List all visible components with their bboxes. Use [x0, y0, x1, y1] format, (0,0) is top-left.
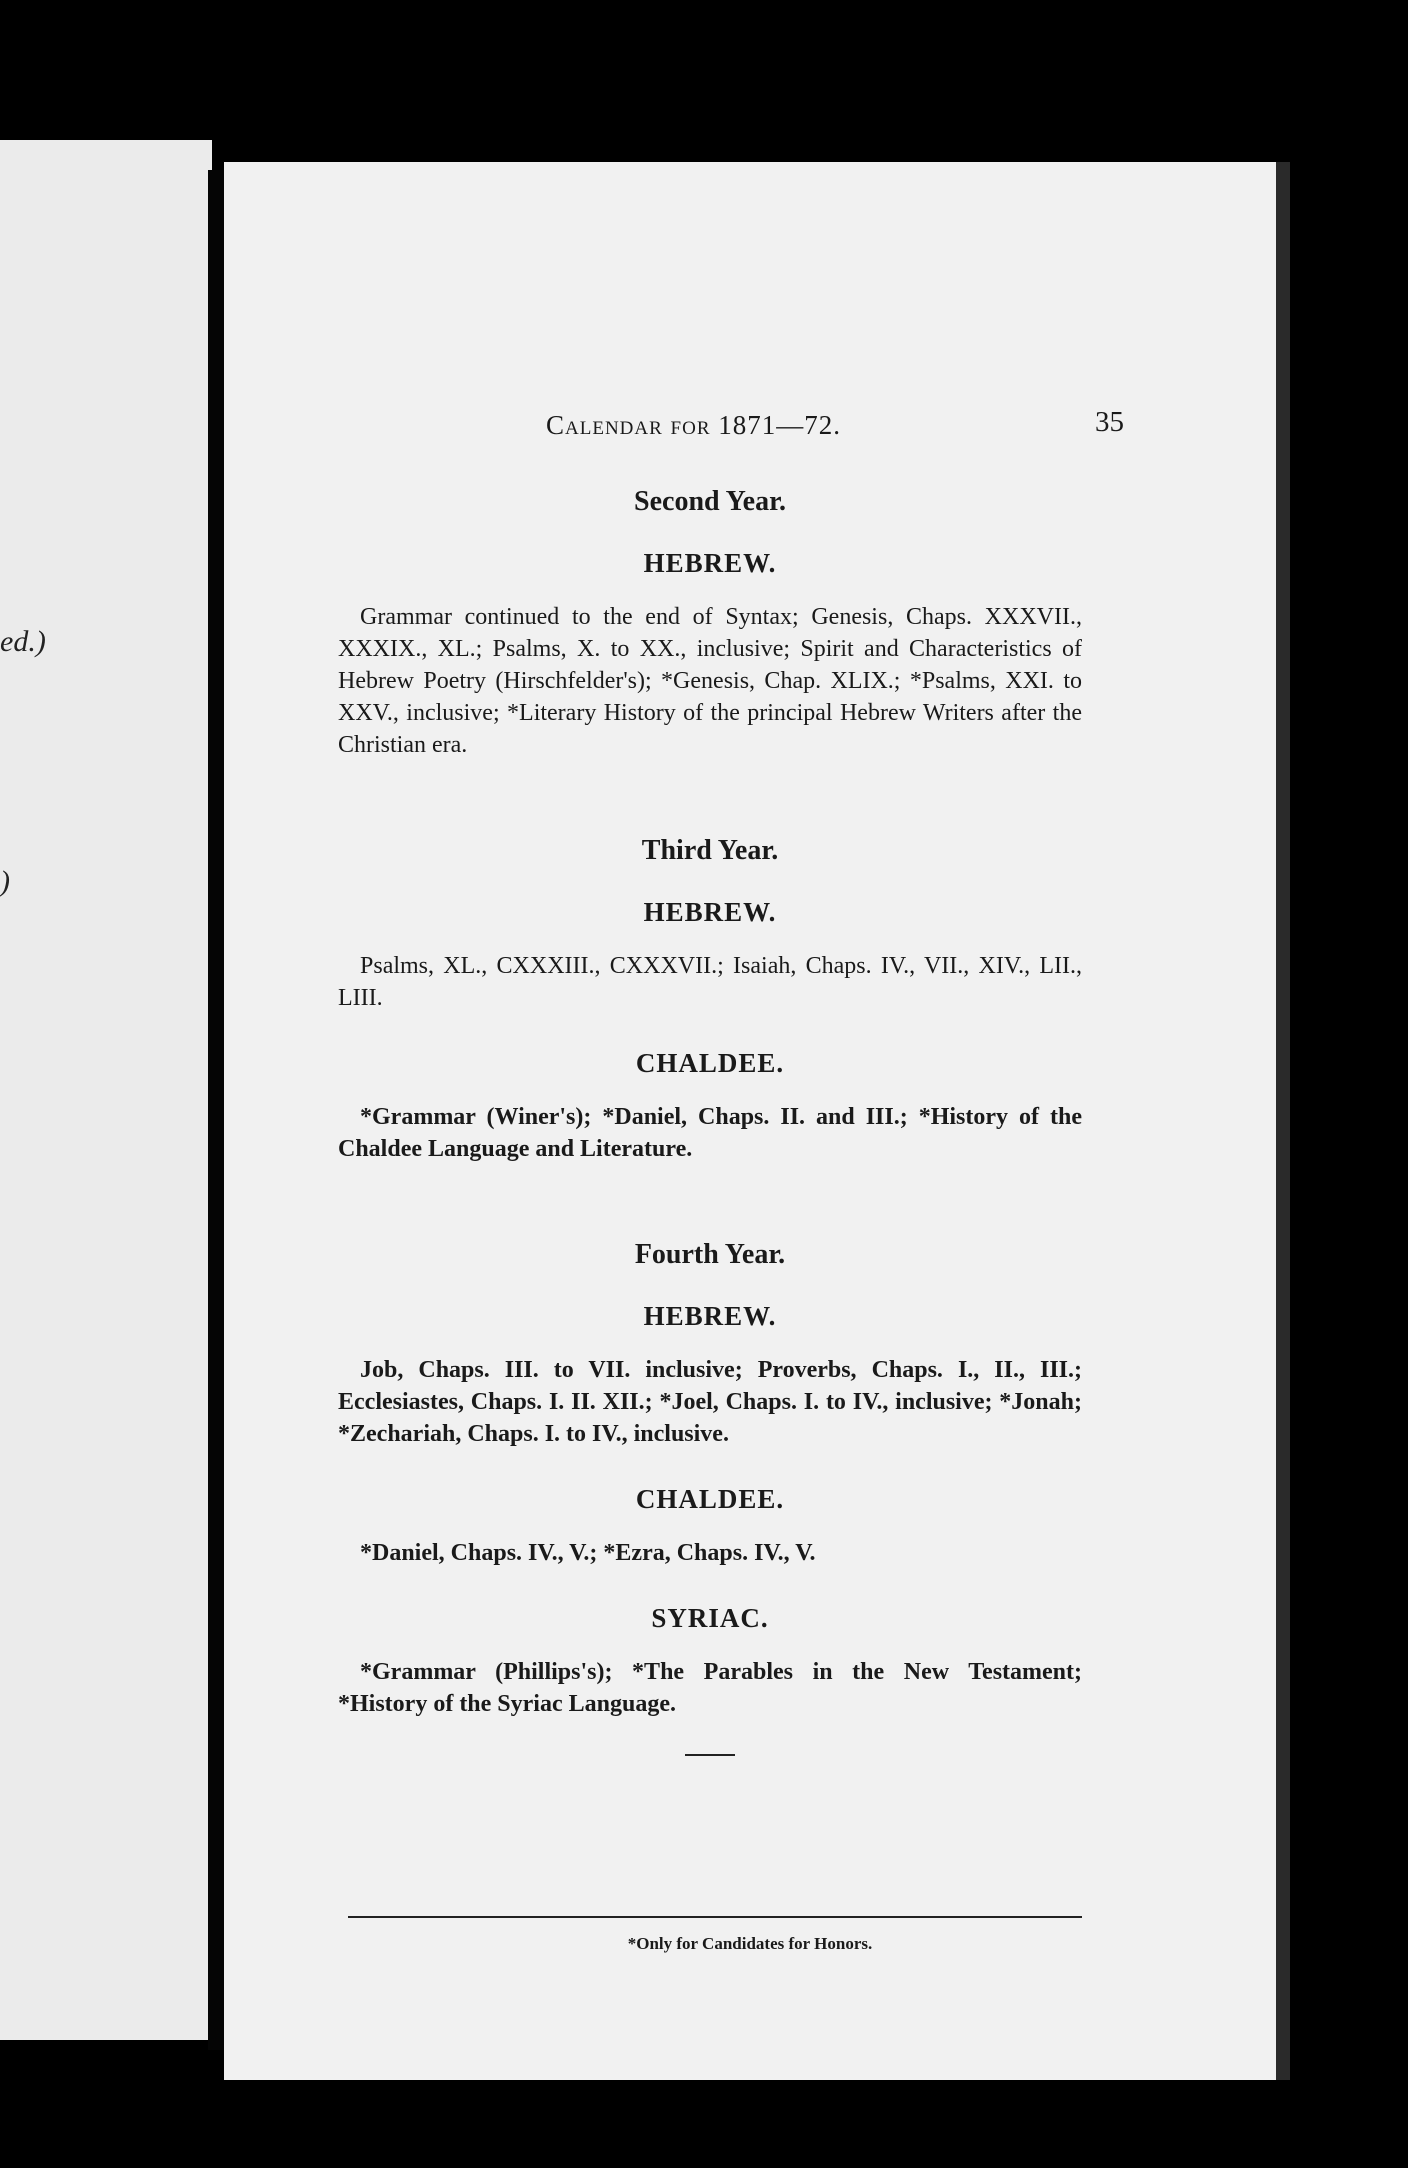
subject-heading: HEBREW. [643, 548, 777, 578]
running-title: Calendar for 1871—72. [546, 410, 841, 440]
page-number: 35 [1095, 406, 1124, 438]
page-header [224, 406, 1276, 450]
subject-text: Grammar continued to the end of Syntax; Genesis, Chaps. XXXVII., XXXIX., XL.; Psalms, X. to XX., inclusive; Spirit and Characteristics of Hebrew Poetry (Hirschfelder's); *Genesis, Chap. XLIX.; *Psalms, XXI. to XXV., inclusive; *Literary History of the principal Hebrew Writers after the Christian era. [338, 604, 1082, 758]
section-divider [685, 1754, 735, 1756]
facing-page-fragment: ed.) [0, 625, 46, 658]
year-heading: Third Year. [641, 835, 779, 866]
page-edge [1276, 162, 1290, 2080]
facing-page-fragment: ) [0, 865, 10, 898]
subject-heading: CHALDEE. [635, 1484, 785, 1514]
facing-page [0, 140, 212, 2040]
subject-text: *Grammar (Phillips's); *The Parables in the New Testament; *History of the Syriac Language. [338, 1659, 1082, 1717]
footnote: *Only for Candidates for Honors. [627, 1934, 873, 1953]
subject-text: Job, Chaps. III. to VII. inclusive; Proverbs, Chaps. I., II., III.; Ecclesiastes, Chaps. I. II. XII.; *Joel, Chaps. I. to IV., inclusive; *Jonah; *Zechariah, Chaps. I. to IV., inclusive. [338, 1357, 1082, 1447]
section-fourth-year [338, 1239, 1082, 1720]
subject-heading: CHALDEE. [635, 1048, 785, 1078]
subject-text: Psalms, XL., CXXXIII., CXXXVII.; Isaiah, Chaps. IV., VII., XIV., LII., LIII. [338, 953, 1082, 1011]
subject-heading: HEBREW. [643, 1301, 777, 1331]
subject-text: *Daniel, Chaps. IV., V.; *Ezra, Chaps. IV., V. [360, 1540, 816, 1566]
page-content [338, 486, 1082, 1756]
subject-heading: HEBREW. [643, 897, 777, 927]
footnote-rule [348, 1916, 1082, 1918]
section-third-year [338, 835, 1082, 1165]
year-heading: Second Year. [634, 486, 786, 517]
book-page [224, 162, 1276, 2080]
year-heading: Fourth Year. [634, 1239, 786, 1270]
book-gutter [208, 170, 224, 2050]
subject-heading: SYRIAC. [651, 1603, 769, 1633]
section-second-year [338, 486, 1082, 761]
subject-text: *Grammar (Winer's); *Daniel, Chaps. II. and III.; *History of the Chaldee Language and Literature. [338, 1104, 1082, 1162]
